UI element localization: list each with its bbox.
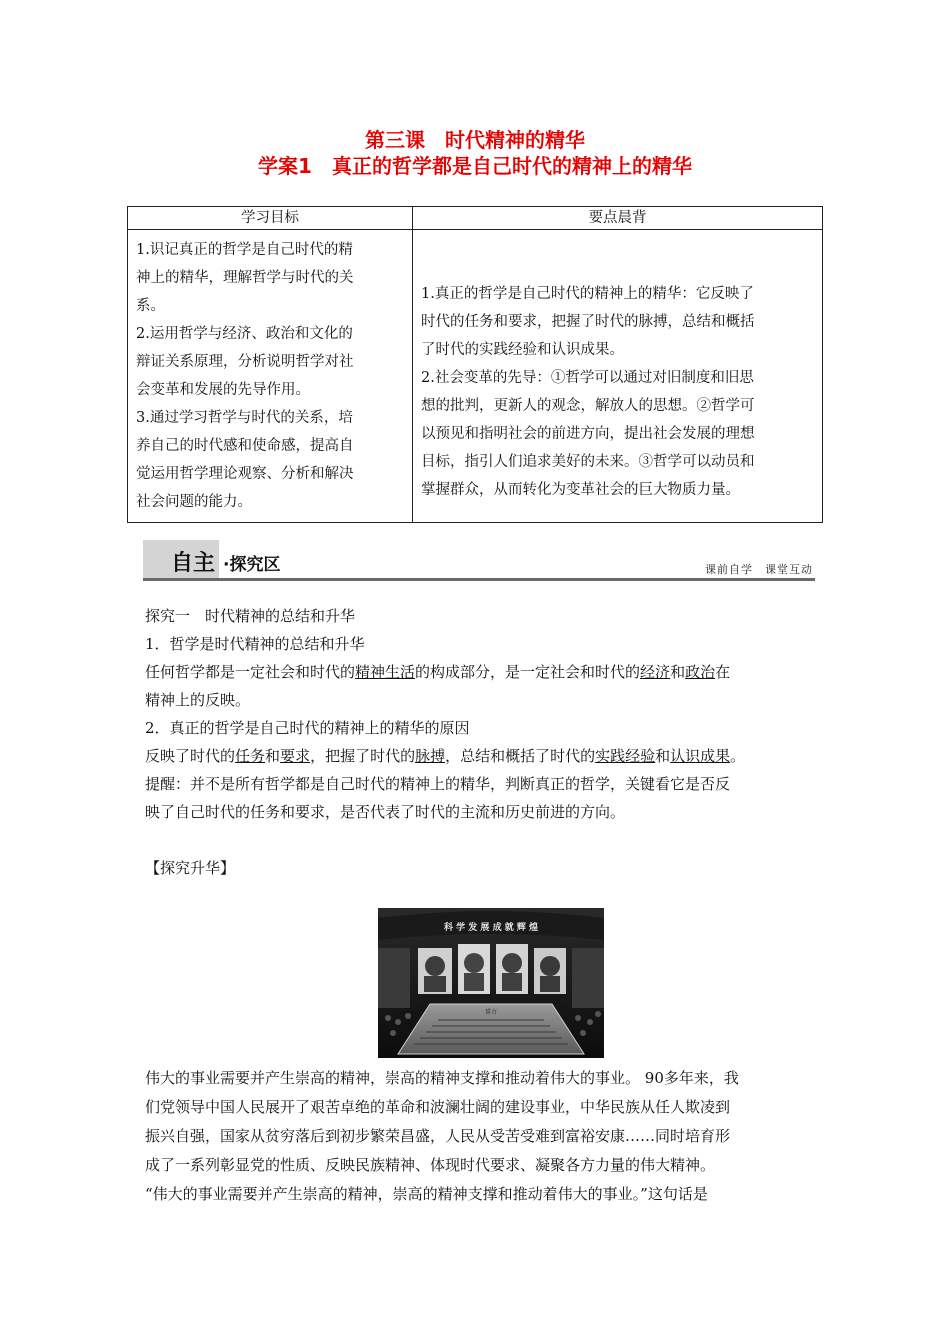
underlined-term: 经济 [640,663,671,681]
keypoint-line: 掌握群众，从而转化为变革社会的巨大物质力量。 [421,482,740,498]
goal-line: 2.运用哲学与经济、政治和文化的 [136,326,353,342]
passage-line: “伟大的事业需要并产生崇高的精神，崇高的精神支撑和推动着伟大的事业。”这句话是 [145,1185,708,1203]
subsection-heading: 【探究升华】 [145,859,236,877]
passage-line: 振兴自强，国家从贫穷落后到初步繁荣昌盛，人民从受苦受难到富裕安康……同时培育形 [145,1127,731,1145]
underlined-term: 认识成果 [670,747,731,765]
keypoint-line: 目标，指引人们追求美好的未来。③哲学可以动员和 [421,454,755,470]
underlined-term: 要求 [280,747,311,765]
keypoint-line: 时代的任务和要求，把握了时代的脉搏，总结和概括 [421,314,755,330]
section-heading: 探究一 时代精神的总结和升华 [145,607,356,625]
goal-line: 觉运用哲学理论观察、分析和解决 [136,466,354,482]
lesson-title: 第三课 时代精神的精华 [365,128,585,152]
goal-line: 3.通过学习哲学与时代的关系，培 [136,410,353,426]
underlined-term: 任务 [235,747,266,765]
passage-line: 成了一系列彰显党的性质、反映民族精神、体现时代要求、凝聚各方力量的伟大精神。 [145,1156,716,1174]
underlined-term: 脉搏 [415,747,446,765]
banner-rule [143,578,815,581]
case-title: 学案1 真正的哲学都是自己时代的精神上的精华 [258,154,692,178]
goal-line: 辩证关系原理，分析说明哲学对社 [136,354,354,370]
table-header-keypoints: 要点晨背 [413,207,823,230]
table-header-goals: 学习目标 [128,207,413,230]
keypoint-line: 想的批判，更新人的观念，解放人的思想。②哲学可 [421,398,755,414]
keypoints-cell [413,230,823,523]
passage-line: 们党领导中国人民展开了艰苦卓绝的革命和波澜壮阔的建设事业，中华民族从任人欺凌到 [145,1098,731,1116]
paragraph-2: 反映了时代的任务和要求，把握了时代的脉搏，总结和概括了时代的实践经验和认识成果。 [145,747,746,765]
goal-line: 系。 [136,298,165,314]
photo-banner-text: 科 学 发 展 成 就 辉 煌 [444,923,538,933]
oath-board-title: 誓言 [484,1009,498,1016]
point-heading: 2．真正的哲学是自己时代的精神上的精华的原因 [145,719,470,737]
underlined-term: 政治 [685,663,716,681]
keypoint-line: 以预见和指明社会的前进方向，提出社会发展的理想 [421,426,755,442]
banner-main-text: 自主 [171,551,216,576]
goals-table [127,206,823,523]
goals-cell [128,230,413,523]
underlined-term: 实践经验 [595,747,656,765]
goal-line: 社会问题的能力。 [136,494,252,510]
banner-sub-text: ·探究区 [223,555,281,575]
paragraph-1-cont: 精神上的反映。 [145,691,251,709]
section1-body [145,602,810,882]
goal-line: 1.识记真正的哲学是自己时代的精 [136,242,353,258]
point-heading: 1．哲学是时代精神的总结和升华 [145,635,365,653]
section-banner [143,540,815,580]
keypoint-line: 了时代的实践经验和认识成果。 [421,342,624,358]
goal-line: 会变革和发展的先导作用。 [136,382,310,398]
goal-line: 养自己的时代感和使命感，提高自 [136,438,354,454]
keypoint-line: 2.社会变革的先导：①哲学可以通过对旧制度和旧思 [421,370,754,386]
banner-right-text: 课前自学 课堂互动 [705,563,813,576]
passage-line: 伟大的事业需要并产生崇高的精神，崇高的精神支撑和推动着伟大的事业。 90多年来，我 [145,1069,739,1087]
tip-line: 映了自己时代的任务和要求，是否代表了时代的主流和历史前进的方向。 [145,803,626,821]
tip-line: 提醒：并不是所有哲学都是自己时代的精神上的精华，判断真正的哲学，关键看它是否反 [145,775,731,793]
paragraph-1: 任何哲学都是一定社会和时代的精神生活的构成部分，是一定社会和时代的经济和政治在 [145,663,731,681]
keypoint-line: 1.真正的哲学是自己时代的精神上的精华：它反映了 [421,286,754,302]
goal-line: 神上的精华，理解哲学与时代的关 [136,270,354,286]
exhibition-photo [378,908,604,1058]
underlined-term: 精神生活 [355,663,416,681]
passage [145,1064,810,1209]
